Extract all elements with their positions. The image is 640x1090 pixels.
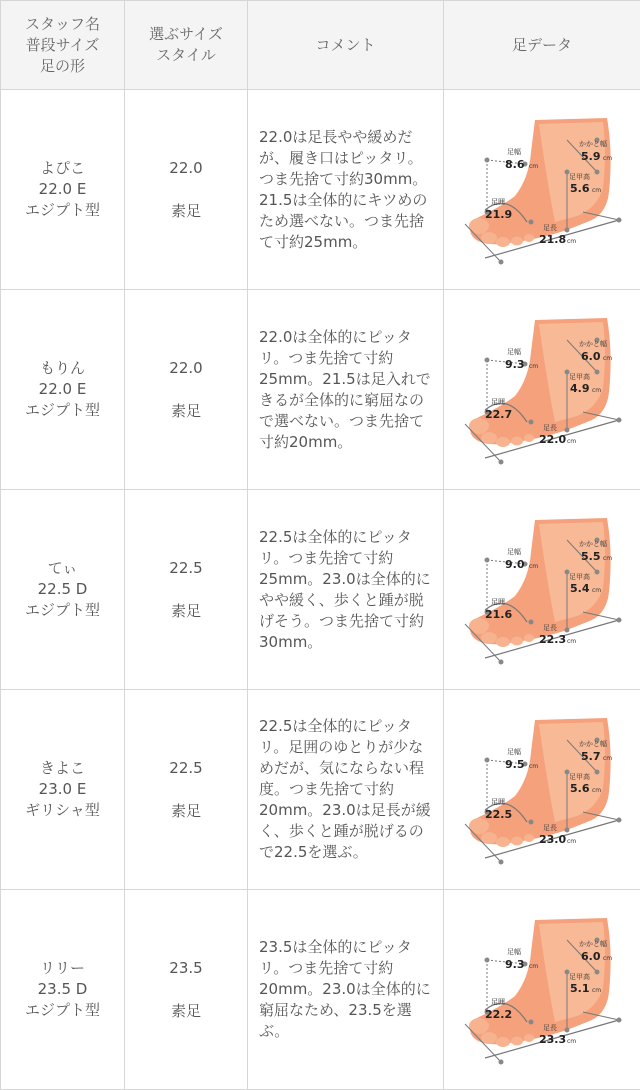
marker-4 <box>595 570 600 575</box>
marker-1 <box>485 958 490 963</box>
staff-name: きよこ <box>1 758 124 779</box>
width-label: 足幅 <box>507 947 521 956</box>
foot-data-cell <box>444 490 640 690</box>
instep-value: 4.9 <box>570 382 590 395</box>
heel-value: 5.9 <box>581 150 601 163</box>
heel-label: かかと幅 <box>579 339 607 348</box>
marker-9 <box>617 1018 622 1023</box>
width-unit: cm <box>529 563 538 570</box>
chosen-size: 22.5 <box>125 558 247 579</box>
girth-label: 足囲 <box>491 997 505 1006</box>
width-value: 9.3 <box>505 358 525 371</box>
header-footdata: 足データ <box>444 1 640 90</box>
chosen-size: 22.0 <box>125 158 247 179</box>
marker-1 <box>485 758 490 763</box>
length-value: 23.0 <box>539 833 566 846</box>
foot-data-cell <box>444 890 640 1090</box>
table-row-2 <box>1 290 640 490</box>
width-unit: cm <box>529 363 538 370</box>
toe-3 <box>496 437 510 447</box>
width-value: 8.6 <box>505 158 525 171</box>
instep-label: 足甲高 <box>569 372 590 381</box>
marker-1 <box>485 558 490 563</box>
girth-value: 22.2 <box>485 1008 512 1021</box>
marker-9 <box>617 618 622 623</box>
width-label: 足幅 <box>507 547 521 556</box>
staff-cell <box>1 290 125 490</box>
heel-value: 5.7 <box>581 750 601 763</box>
marker-9 <box>617 818 622 823</box>
comment-cell: 22.5は全体的にピッタリ。足囲のゆとりが少なめだが、気にならない程度。つま先捨て寸約20mm。23.0は足長が緩く、歩くと踵が脱げるので22.5を選ぶ。 <box>248 690 444 890</box>
size-cell <box>125 690 248 890</box>
heel-label: かかと幅 <box>579 939 607 948</box>
marker-7 <box>529 1020 534 1025</box>
table-row-5 <box>1 890 640 1090</box>
table-row-4 <box>1 690 640 890</box>
instep-label: 足甲高 <box>569 772 590 781</box>
instep-label: 足甲高 <box>569 972 590 981</box>
heel-label: かかと幅 <box>579 139 607 148</box>
usual-size: 22.0 E <box>1 379 124 400</box>
toe-2 <box>481 232 497 244</box>
toe-5 <box>524 1034 534 1042</box>
width-value: 9.5 <box>505 758 525 771</box>
marker-7 <box>529 620 534 625</box>
foot-diagram <box>457 312 627 467</box>
length-unit: cm <box>567 1038 576 1045</box>
header-size-line-1: 選ぶサイズ <box>125 24 247 45</box>
instep-value: 5.1 <box>570 982 590 995</box>
staff-cell <box>1 90 125 290</box>
foot-shape: エジプト型 <box>1 1000 124 1021</box>
length-label: 足長 <box>543 1023 557 1032</box>
width-label: 足幅 <box>507 347 521 356</box>
toe-3 <box>496 1037 510 1047</box>
instep-unit: cm <box>592 387 601 394</box>
girth-label: 足囲 <box>491 597 505 606</box>
foot-shape: エジプト型 <box>1 400 124 421</box>
heel-label: かかと幅 <box>579 739 607 748</box>
toe-3 <box>496 637 510 647</box>
size-cell <box>125 490 248 690</box>
marker-8 <box>565 828 570 833</box>
heel-value: 6.0 <box>581 950 601 963</box>
toe-2 <box>481 832 497 844</box>
toe-2 <box>481 432 497 444</box>
header-staff-line-2: 普段サイズ <box>1 35 124 56</box>
foot-shape: エジプト型 <box>1 200 124 221</box>
comment-cell: 23.5は全体的にピッタリ。つま先捨て寸約20mm。23.0は全体的に窮屈なため、23.5を選ぶ。 <box>248 890 444 1090</box>
comment-cell: 22.5は全体的にピッタリ。つま先捨て寸約25mm。23.0は全体的にやや緩く、歩くと踵が脱げそう。つま先捨て寸約30mm。 <box>248 490 444 690</box>
comment-cell: 22.0は足長やや緩めだが、履き口はピッタリ。つま先捨て寸約30mm。21.5は全体的にキツめのため選べない。つま先捨て寸約25mm。 <box>248 90 444 290</box>
staff-name: リリー <box>1 958 124 979</box>
header-row <box>1 1 640 90</box>
toe-4 <box>511 1037 523 1046</box>
girth-value: 21.6 <box>485 608 512 621</box>
size-cell <box>125 290 248 490</box>
toe-3 <box>496 237 510 247</box>
length-value: 21.8 <box>539 233 566 246</box>
girth-label: 足囲 <box>491 397 505 406</box>
length-value: 22.0 <box>539 433 566 446</box>
girth-label: 足囲 <box>491 797 505 806</box>
heel-unit: cm <box>603 755 612 762</box>
header-comment: コメント <box>248 1 444 90</box>
marker-10 <box>499 860 504 865</box>
marker-4 <box>595 370 600 375</box>
instep-value: 5.6 <box>570 782 590 795</box>
heel-value: 6.0 <box>581 350 601 363</box>
foot-diagram <box>457 112 627 267</box>
heel-unit: cm <box>603 555 612 562</box>
instep-label: 足甲高 <box>569 572 590 581</box>
usual-size: 22.0 E <box>1 179 124 200</box>
header-staff-line-3: 足の形 <box>1 56 124 77</box>
toe-5 <box>524 834 534 842</box>
chosen-size: 23.5 <box>125 958 247 979</box>
girth-value: 22.5 <box>485 808 512 821</box>
header-staff <box>1 1 125 90</box>
marker-4 <box>595 170 600 175</box>
toe-5 <box>524 234 534 242</box>
width-label: 足幅 <box>507 747 521 756</box>
marker-1 <box>485 158 490 163</box>
marker-7 <box>529 820 534 825</box>
foot-data-cell <box>444 690 640 890</box>
marker-9 <box>617 218 622 223</box>
width-value: 9.3 <box>505 958 525 971</box>
heel-label: かかと幅 <box>579 539 607 548</box>
foot-data-cell <box>444 290 640 490</box>
width-label: 足幅 <box>507 147 521 156</box>
instep-value: 5.6 <box>570 182 590 195</box>
width-unit: cm <box>529 163 538 170</box>
length-value: 23.3 <box>539 1033 566 1046</box>
style: 素足 <box>125 201 247 222</box>
toe-4 <box>511 637 523 646</box>
marker-4 <box>595 770 600 775</box>
marker-7 <box>529 220 534 225</box>
width-unit: cm <box>529 963 538 970</box>
marker-8 <box>565 628 570 633</box>
foot-shape: ギリシャ型 <box>1 800 124 821</box>
instep-label: 足甲高 <box>569 172 590 181</box>
foot-diagram <box>457 512 627 667</box>
marker-10 <box>499 1060 504 1065</box>
foot-diagram <box>457 712 627 867</box>
length-label: 足長 <box>543 423 557 432</box>
foot-data-cell <box>444 90 640 290</box>
instep-unit: cm <box>592 987 601 994</box>
toe-4 <box>511 837 523 846</box>
marker-10 <box>499 460 504 465</box>
header-size-line-2: スタイル <box>125 45 247 66</box>
style: 素足 <box>125 1001 247 1022</box>
marker-7 <box>529 420 534 425</box>
style: 素足 <box>125 801 247 822</box>
toe-4 <box>511 237 523 246</box>
length-label: 足長 <box>543 623 557 632</box>
instep-unit: cm <box>592 587 601 594</box>
heel-unit: cm <box>603 355 612 362</box>
staff-cell <box>1 890 125 1090</box>
usual-size: 23.5 D <box>1 979 124 1000</box>
toe-2 <box>481 632 497 644</box>
toe-4 <box>511 437 523 446</box>
style: 素足 <box>125 601 247 622</box>
marker-10 <box>499 660 504 665</box>
instep-value: 5.4 <box>570 582 590 595</box>
staff-name: もりん <box>1 358 124 379</box>
comment-cell: 22.0は全体的にピッタリ。つま先捨て寸約25mm。21.5は足入れできるが全体的に窮屈なので選べない。つま先捨て寸約20mm。 <box>248 290 444 490</box>
length-unit: cm <box>567 438 576 445</box>
heel-unit: cm <box>603 155 612 162</box>
marker-10 <box>499 260 504 265</box>
chosen-size: 22.0 <box>125 358 247 379</box>
marker-8 <box>565 228 570 233</box>
header-size <box>125 1 248 90</box>
length-value: 22.3 <box>539 633 566 646</box>
table-row-1 <box>1 90 640 290</box>
style: 素足 <box>125 401 247 422</box>
toe-5 <box>524 634 534 642</box>
girth-value: 22.7 <box>485 408 512 421</box>
length-label: 足長 <box>543 823 557 832</box>
size-cell <box>125 90 248 290</box>
table-row-3 <box>1 490 640 690</box>
chosen-size: 22.5 <box>125 758 247 779</box>
foot-shape: エジプト型 <box>1 600 124 621</box>
toe-3 <box>496 837 510 847</box>
staff-name: よぴこ <box>1 158 124 179</box>
instep-unit: cm <box>592 187 601 194</box>
marker-4 <box>595 970 600 975</box>
header-staff-line-1: スタッフ名 <box>1 14 124 35</box>
usual-size: 22.5 D <box>1 579 124 600</box>
length-unit: cm <box>567 238 576 245</box>
usual-size: 23.0 E <box>1 779 124 800</box>
staff-cell <box>1 490 125 690</box>
marker-8 <box>565 428 570 433</box>
length-label: 足長 <box>543 223 557 232</box>
width-value: 9.0 <box>505 558 525 571</box>
girth-value: 21.9 <box>485 208 512 221</box>
marker-9 <box>617 418 622 423</box>
length-unit: cm <box>567 638 576 645</box>
size-cell <box>125 890 248 1090</box>
instep-unit: cm <box>592 787 601 794</box>
toe-5 <box>524 434 534 442</box>
staff-cell <box>1 690 125 890</box>
heel-value: 5.5 <box>581 550 601 563</box>
heel-unit: cm <box>603 955 612 962</box>
marker-1 <box>485 358 490 363</box>
staff-name: てぃ <box>1 558 124 579</box>
width-unit: cm <box>529 763 538 770</box>
toe-2 <box>481 1032 497 1044</box>
foot-diagram <box>457 912 627 1067</box>
length-unit: cm <box>567 838 576 845</box>
girth-label: 足囲 <box>491 197 505 206</box>
marker-8 <box>565 1028 570 1033</box>
